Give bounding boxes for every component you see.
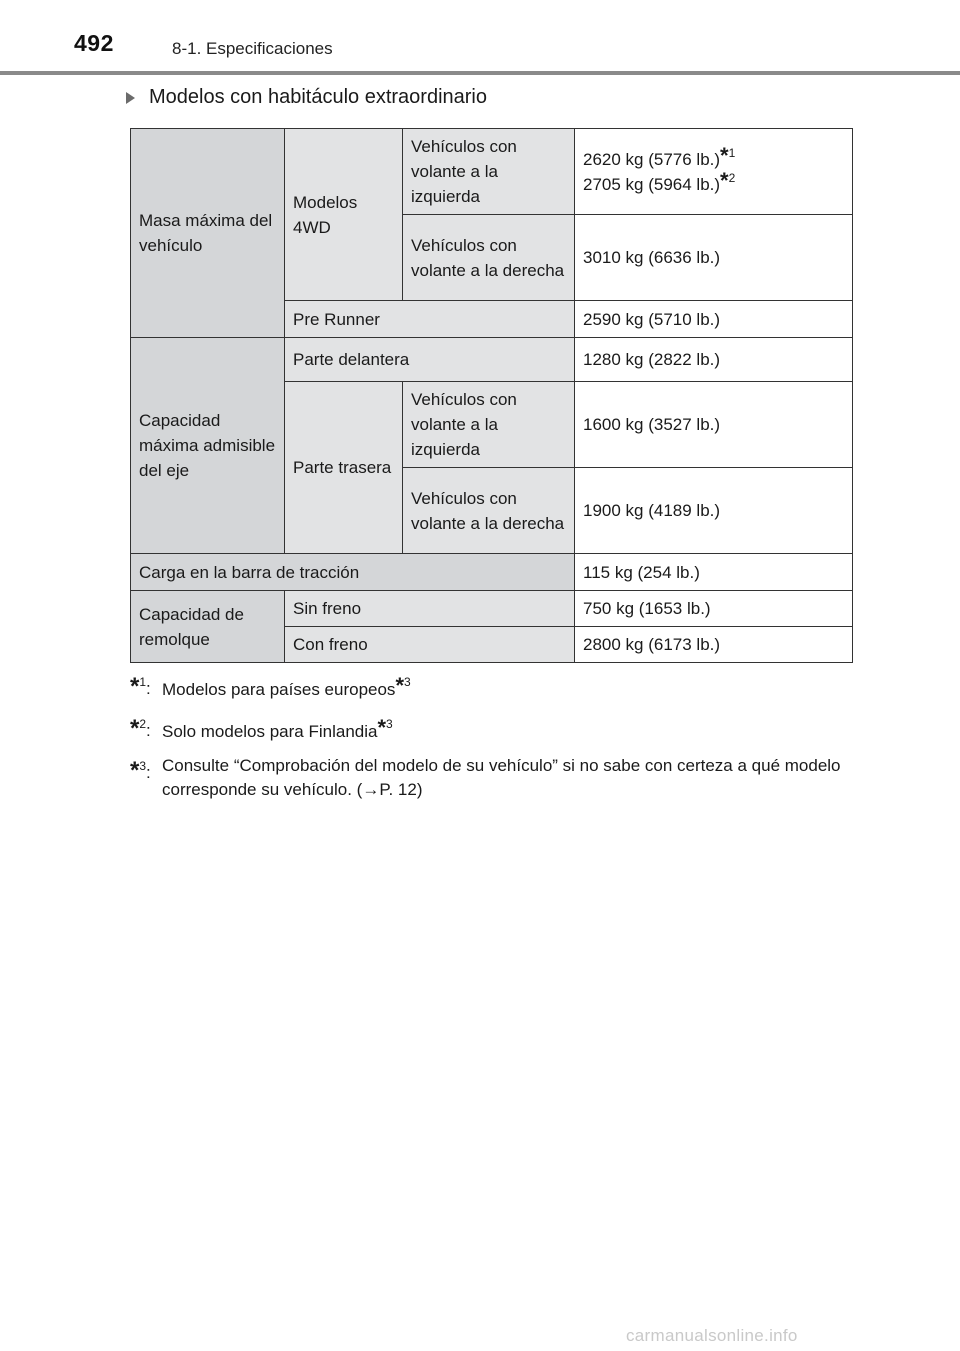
axle-label: Capacidad máxima admisible del eje	[131, 338, 285, 554]
page-number: 492	[74, 30, 114, 56]
axle-rear-label: Parte trasera	[285, 382, 403, 554]
axle-rear-rhd-label: Vehículos con volante a la derecha	[403, 468, 575, 554]
mass-lhd-value-2: 2705 kg (5964 lb.)	[583, 174, 721, 194]
footnote-asterisk-icon: *	[130, 715, 140, 742]
axle-rear-lhd-value: 1600 kg (3527 lb.)	[575, 382, 853, 468]
mass-lhd-value-1: 2620 kg (5776 lb.)	[583, 149, 721, 169]
table-row	[131, 338, 853, 382]
footnote-ref: 1	[728, 145, 736, 160]
footnote-ref: 3	[404, 675, 411, 689]
footnote-1: *$^1$: Modelos para países europeos*$^3$	[130, 673, 411, 700]
heading-text: Modelos con habitáculo extraordinario	[149, 86, 487, 108]
axle-front-value: 1280 kg (2822 lb.)	[575, 338, 853, 382]
footnote-asterisk-icon: *	[720, 142, 729, 168]
footnotes	[130, 670, 852, 812]
footnote-text: Modelos para países europeos	[162, 680, 396, 699]
footnote-number: 3	[139, 759, 147, 773]
footnote-asterisk-icon: *	[377, 715, 387, 740]
towing-label: Capacidad de remolque	[131, 591, 285, 663]
footnote-text: Solo modelos para Finlandia	[162, 722, 378, 741]
footnote-asterisk-icon: *	[130, 673, 140, 700]
table-row	[131, 591, 853, 627]
mass-lhd-label: Vehículos con volante a la izquierda	[403, 129, 575, 215]
triangle-bullet-icon	[126, 92, 135, 104]
footnote-number: 2	[139, 717, 147, 731]
footnote-2: *$^2$: Solo modelos para Finlandia*$^3$	[130, 715, 393, 742]
watermark-text: carmanualsonline.info	[626, 1326, 798, 1345]
footnote-ref: 2	[728, 170, 736, 185]
page-header	[0, 0, 960, 78]
subsection-heading	[126, 86, 487, 109]
mass-4wd-label: Modelos 4WD	[285, 129, 403, 301]
drawbar-value: 115 kg (254 lb.)	[575, 554, 853, 591]
axle-rear-lhd-label: Vehículos con volante a la izquierda	[403, 382, 575, 468]
footnote-asterisk-icon: *	[720, 167, 729, 193]
drawbar-label: Carga en la barra de tracción	[131, 554, 575, 591]
prerunner-label: Pre Runner	[285, 301, 575, 338]
table-row	[131, 129, 853, 215]
specifications-table	[130, 128, 853, 663]
mass-rhd-label: Vehículos con volante a la derecha	[403, 215, 575, 301]
towing-no-brake-value: 750 kg (1653 lb.)	[575, 591, 853, 627]
footnote-ref: 3	[386, 717, 393, 731]
section-title: 8-1. Especificaciones	[172, 39, 333, 58]
footnote-3: *$^3$: Consulte “Comprobación del modelo de su vehículo” si no sabe con certeza a qué modelo corresponde su vehículo. (→P. 12)	[130, 756, 841, 799]
footnote-asterisk-icon: *	[395, 673, 404, 698]
towing-no-brake-label: Sin freno	[285, 591, 575, 627]
footnote-text: Consulte “Comprobación del modelo de su vehículo” si no sabe con certeza a qué modelo corresponde su vehículo. (→P. 12)	[162, 756, 841, 799]
prerunner-value: 2590 kg (5710 lb.)	[575, 301, 853, 338]
footnote-asterisk-icon: *	[130, 757, 140, 784]
towing-brake-value: 2800 kg (6173 lb.)	[575, 627, 853, 663]
axle-front-label: Parte delantera	[285, 338, 575, 382]
footnote-number: 1	[139, 675, 147, 689]
mass-rhd-value: 3010 kg (6636 lb.)	[575, 215, 853, 301]
mass-label: Masa máxima del vehículo	[131, 129, 285, 338]
mass-lhd-value	[575, 129, 853, 215]
axle-rear-rhd-value: 1900 kg (4189 lb.)	[575, 468, 853, 554]
table-row	[131, 554, 853, 591]
towing-brake-label: Con freno	[285, 627, 575, 663]
header-divider	[0, 71, 960, 75]
